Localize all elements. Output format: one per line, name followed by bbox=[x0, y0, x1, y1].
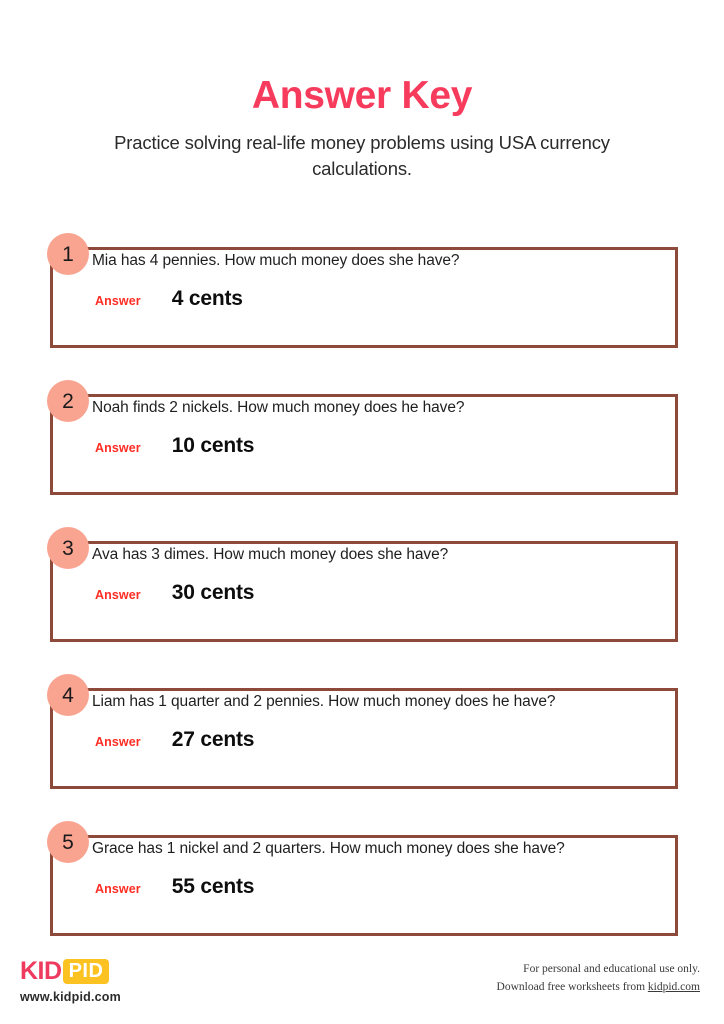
question-item bbox=[0, 821, 724, 936]
question-text: Noah finds 2 nickels. How much money does he have? bbox=[92, 399, 465, 416]
question-item bbox=[0, 380, 724, 495]
question-number-badge: 2 bbox=[47, 380, 89, 422]
page-subtitle: Practice solving real-life money problems using USA currency calculations. bbox=[114, 131, 610, 180]
answer-row bbox=[95, 434, 254, 458]
question-item bbox=[0, 233, 724, 348]
answer-row bbox=[95, 875, 254, 899]
question-number-badge: 1 bbox=[47, 233, 89, 275]
footer-credits bbox=[497, 961, 700, 997]
answer-value: 30 cents bbox=[171, 581, 255, 604]
questions-list bbox=[0, 233, 724, 968]
question-text: Ava has 3 dimes. How much money does she have? bbox=[92, 546, 449, 563]
answer-row bbox=[95, 728, 254, 752]
answer-label: Answer bbox=[95, 735, 141, 749]
answer-value: 55 cents bbox=[171, 875, 255, 898]
credit-download-prefix: Download free worksheets from bbox=[496, 980, 648, 993]
page-title: Answer Key bbox=[251, 74, 473, 117]
answer-label: Answer bbox=[95, 441, 141, 455]
answer-label: Answer bbox=[95, 882, 141, 896]
question-number-badge: 3 bbox=[47, 527, 89, 569]
page-header bbox=[0, 74, 724, 183]
logo-text-kid: KID bbox=[20, 957, 62, 985]
question-text: Mia has 4 pennies. How much money does she have? bbox=[92, 252, 460, 269]
question-text: Grace has 1 nickel and 2 quarters. How much money does she have? bbox=[92, 840, 565, 857]
kidpid-link[interactable]: kidpid.com bbox=[647, 980, 700, 993]
kidpid-logo[interactable] bbox=[20, 958, 121, 1004]
answer-label: Answer bbox=[95, 588, 141, 602]
logo-mark bbox=[20, 958, 121, 985]
answer-value: 4 cents bbox=[171, 287, 243, 310]
question-item bbox=[0, 674, 724, 789]
credit-line-download bbox=[497, 979, 700, 997]
page-footer bbox=[0, 954, 724, 1024]
logo-website-url: www.kidpid.com bbox=[20, 990, 121, 1004]
question-item bbox=[0, 527, 724, 642]
answer-value: 27 cents bbox=[171, 728, 255, 751]
answer-value: 10 cents bbox=[171, 434, 255, 457]
answer-row bbox=[95, 287, 243, 311]
question-text: Liam has 1 quarter and 2 pennies. How much money does he have? bbox=[92, 693, 556, 710]
answer-label: Answer bbox=[95, 294, 141, 308]
logo-text-pid: PID bbox=[63, 959, 110, 984]
credit-line-usage: For personal and educational use only. bbox=[523, 963, 700, 975]
question-number-badge: 5 bbox=[47, 821, 89, 863]
question-number-badge: 4 bbox=[47, 674, 89, 716]
answer-row bbox=[95, 581, 254, 605]
